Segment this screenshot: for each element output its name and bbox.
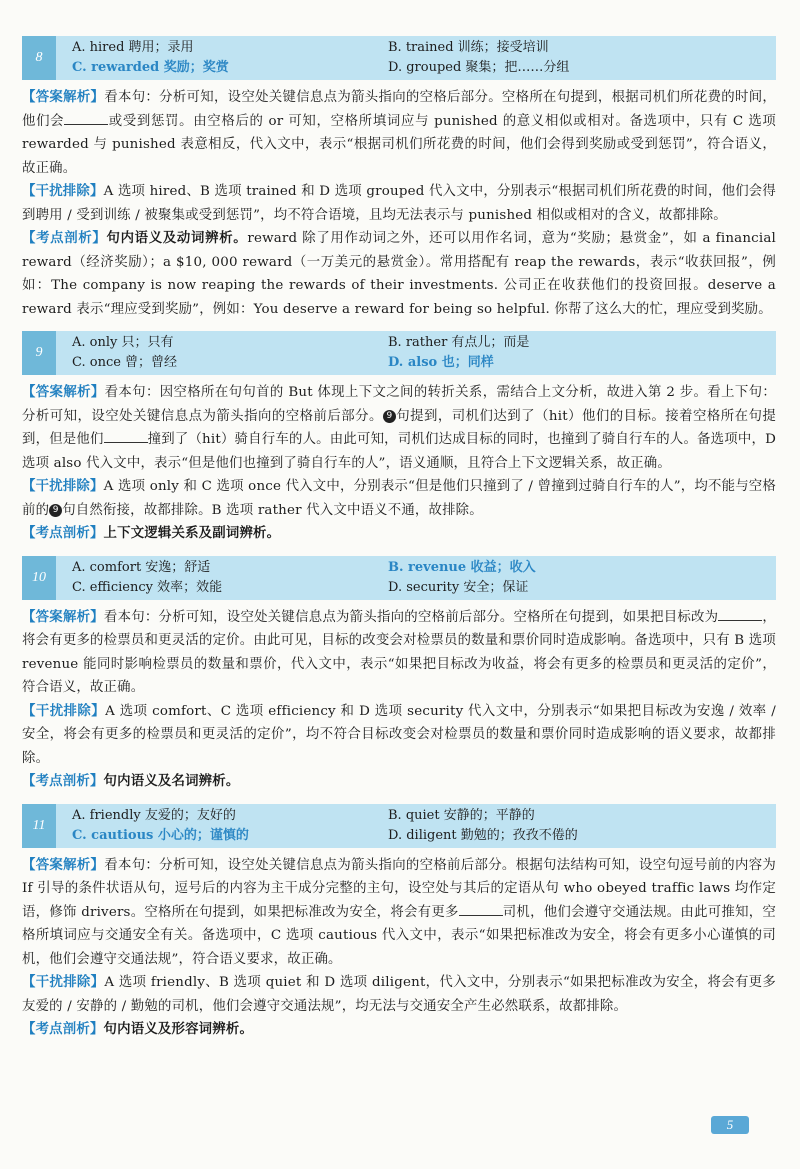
tag-distract: 【干扰排除】	[22, 183, 104, 199]
option-c-correct: C. rewarded 奖励；奖赏	[72, 60, 229, 75]
question-10-options	[22, 556, 776, 600]
question-number: 11	[22, 804, 56, 848]
tag-distract: 【干扰排除】	[22, 974, 105, 990]
option-c: C. once 曾；曾经	[72, 355, 178, 370]
question-8-options	[22, 36, 776, 80]
question-8	[22, 36, 776, 321]
blank	[104, 430, 148, 443]
tag-analysis: 【答案解析】	[22, 384, 105, 400]
option-c-correct: C. cautious 小心的；谨慎的	[72, 827, 249, 843]
answer-analysis: 【答案解析】看本句：分析可知，设空处关键信息点为箭头指向的空格前后部分。空格所在句提到，如果把目标改为 ，将会有更多的检票员和更灵活的定价。由此可见，目标的改变会对检票员的数量和票价同时造成影响。备选项中，只有 B 选项 revenue 能同时影响检票员的数量和票价，代入文中，表示“如果把目标改为收益，将会有更多的检票员和更灵活的定价”，符合语义，故正确。	[22, 608, 776, 695]
key-point: 【考点剖析】句内语义及动词辨析。reward 除了用作动词之外，还可以用作名词，意为“奖励；悬赏金”，如 a financial reward（经济奖励）；a $10, 000 reward（一万美元的悬赏金）。常用搭配有 reap the rewards，表示“收获回报”，例如：The company is now reaping the rewards of their investments. 公司正在收获他们的投资回报。deserve a reward 表示“理应受到奖励”，例如：You deserve a reward for being so helpful. 你帮了这么大的忙，理应受到奖励。	[22, 230, 777, 317]
option-a: A. hired 聘用；录用	[72, 40, 194, 55]
option-a: A. comfort 安逸；舒适	[72, 559, 211, 575]
answer-analysis: 【答案解析】看本句：因空格所在句句首的 But 体现上下文之间的转折关系，需结合上文分析，故进入第 2 步。看上下句：分析可知，设空处关键信息点为箭头指向的空格前后部分。 9 句提到，司机们达到了（hit）他们的目标。接着空格所在句提到，但是他们 撞到了（hit）骑自行车的人。由此可知，司机们达成目标的同时，也撞到了骑自行车的人。备选项中，D 选项 also 代入文中，表示“但是他们也撞到了骑自行车的人”，语义通顺，且符合上下文逻辑关系，故正确。	[22, 384, 776, 471]
answer-analysis: 【答案解析】看本句：分析可知，设空处关键信息点为箭头指向的空格前后部分。根据句法结构可知，设空句逗号前的内容为 If 引导的条件状语从句，逗号后的内容为主干成分完整的主句，设空处与其后的定语从句 who obeyed traffic laws 均作定语，修饰 drivers。空格所在句提到，如果把标准改为安全，将会有更多 司机，他们会遵守交通法规。由此可推知，空格所填词应与交通安全有关。备选项中，C 选项 cautious 代入文中，表示“如果把标准改为安全，将会有更多小心谨慎的司机，他们会遵守交通法规”，符合语义要求，故正确。	[22, 856, 777, 967]
option-c: C. efficiency 效率；效能	[72, 579, 223, 595]
option-b: B. rather 有点儿；而是	[388, 335, 530, 350]
page-content	[22, 36, 776, 1052]
distractor-analysis: 【干扰排除】A 选项 hired、B 选项 trained 和 D 选项 grouped 代入文中，分别表示“根据司机们所花费的时间，他们会得到聘用 / 受到训练 / 被聚集或受到惩罚”，均不符合语境，且均无法表示与 punished 相似或相对的含义，故都排除。	[22, 183, 776, 223]
distractor-analysis: 【干扰排除】A 选项 friendly、B 选项 quiet 和 D 选项 diligent，代入文中，分别表示“如果把标准改为安全，将会有更多友爱的 / 安静的 / 勤勉的司机，他们会遵守交通法规”，均无法与交通安全产生必然联系，故都排除。	[22, 974, 776, 1014]
blank	[64, 112, 108, 125]
blank	[718, 608, 762, 621]
tag-analysis: 【答案解析】	[22, 608, 104, 625]
tag-point: 【考点剖析】	[22, 230, 107, 246]
option-a: A. friendly 友爱的；友好的	[72, 807, 236, 823]
tag-distract: 【干扰排除】	[22, 478, 104, 494]
page-number: 5	[711, 1116, 749, 1134]
key-point: 【考点剖析】句内语义及名词辨析。	[22, 773, 240, 789]
option-d: D. grouped 聚集；把……分组	[388, 60, 570, 75]
option-a: A. only 只；只有	[72, 335, 174, 350]
question-10	[22, 556, 776, 794]
tag-distract: 【干扰排除】	[22, 702, 106, 719]
question-9-options	[22, 331, 776, 375]
tag-point: 【考点剖析】	[22, 525, 104, 541]
tag-point: 【考点剖析】	[22, 773, 104, 789]
answer-analysis: 【答案解析】看本句：分析可知，设空处关键信息点为箭头指向的空格后部分。空格所在句提到，根据司机们所花费的时间，他们会 或受到惩罚。由空格后的 or 可知，空格所填词应与 punished 的意义相似或相对。备选项中，只有 C 选项 rewarded 与 punished 表意相反，代入文中，表示“根据司机们所花费的时间，他们会得到奖励或受到惩罚”，符合语义，故正确。	[22, 89, 777, 176]
question-number: 9	[22, 331, 56, 375]
distractor-analysis: 【干扰排除】A 选项 only 和 C 选项 once 代入文中，分别表示“但是他们只撞到了 / 曾撞到过骑自行车的人”，均不能与空格前的 9 句自然衔接，故都排除。B 选项 rather 代入文中语义不通，故排除。	[22, 478, 776, 518]
question-11	[22, 804, 776, 1042]
circled-number-icon: 9	[49, 504, 62, 517]
key-point: 【考点剖析】句内语义及形容词辨析。	[22, 1021, 254, 1037]
circled-number-icon: 9	[383, 410, 396, 423]
blank	[459, 903, 503, 916]
option-b: B. trained 训练；接受培训	[388, 40, 549, 55]
option-d-correct: D. also 也；同样	[388, 355, 494, 370]
tag-analysis: 【答案解析】	[22, 89, 105, 105]
question-number: 8	[22, 36, 56, 80]
option-d: D. security 安全；保证	[388, 579, 529, 595]
tag-point: 【考点剖析】	[22, 1021, 104, 1037]
option-b-correct: B. revenue 收益；收入	[388, 559, 536, 575]
key-point: 【考点剖析】上下文逻辑关系及副词辨析。	[22, 525, 281, 541]
distractor-analysis: 【干扰排除】A 选项 comfort、C 选项 efficiency 和 D 选项 security 代入文中，分别表示“如果把目标改为安逸 / 效率 / 安全，将会有更多的检票员和更灵活的定价”，均不符合目标改变会对检票员的数量和票价同时造成影响的语义要求，故都排除。	[22, 702, 777, 766]
tag-analysis: 【答案解析】	[22, 856, 105, 873]
question-number: 10	[22, 556, 56, 600]
question-9	[22, 331, 776, 546]
option-b: B. quiet 安静的；平静的	[388, 807, 535, 823]
option-d: D. diligent 勤勉的；孜孜不倦的	[388, 827, 578, 843]
question-11-options	[22, 804, 776, 848]
